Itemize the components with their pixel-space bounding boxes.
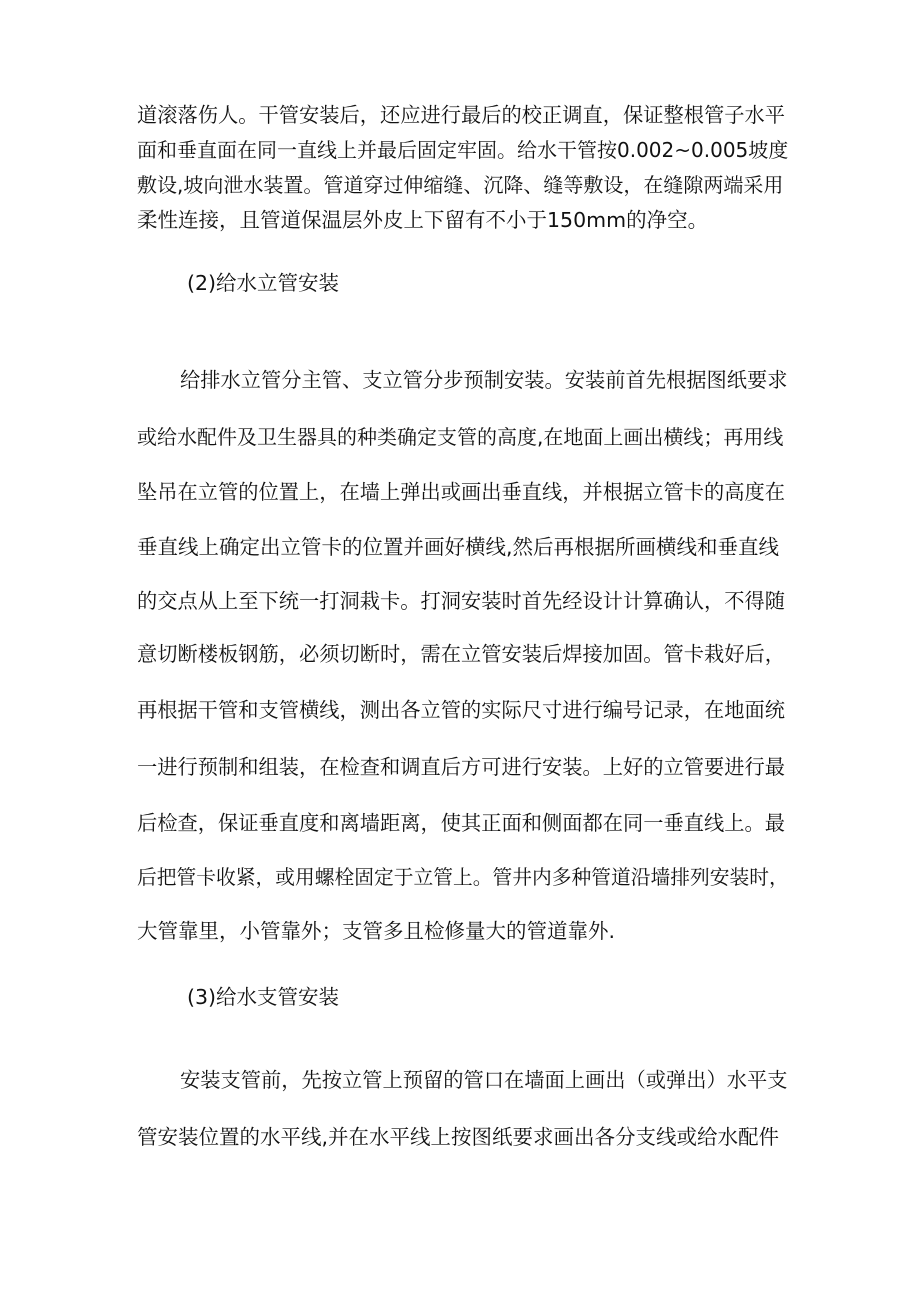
text-line: 垂直线上确定出立管卡的位置并画好横线,然后再根据所画横线和垂直线	[137, 535, 780, 559]
text-line: 安装支管前，先按立管上预留的管口在墙面上画出（或弹出）水平支	[180, 1068, 788, 1092]
section-heading: (3)给水支管安装	[187, 985, 340, 1009]
text-line: 管安装位置的水平线,并在水平线上按图纸要求画出各分支线或给水配件	[137, 1125, 780, 1149]
section-heading: (2)给水立管安装	[187, 271, 340, 295]
text-line: 再根据干管和支管横线，测出各立管的实际尺寸进行编号记录，在地面统	[137, 698, 786, 722]
text-line: 大管靠里，小管靠外；支管多且检修量大的管道靠外.	[137, 919, 616, 943]
text-line: 的交点从上至下统一打洞栽卡。打洞安装时首先经设计计算确认，不得随	[137, 589, 786, 613]
text-line: 敷设,坡向泄水装置。管道穿过伸缩缝、沉降、缝等敷设，在缝隙两端采用	[137, 173, 784, 197]
text-line: 后检查，保证垂直度和离墙距离，使其正面和侧面都在同一垂直线上。最	[137, 811, 786, 835]
text-line: 给排水立管分主管、支立管分步预制安装。安装前首先根据图纸要求	[180, 368, 788, 392]
text-line: 一进行预制和组装，在检查和调直后方可进行安装。上好的立管要进行最	[137, 755, 786, 779]
text-line: 或给水配件及卫生器具的种类确定支管的高度,在地面上画出横线；再用线	[137, 425, 784, 449]
text-line: 面和垂直面在同一直线上并最后固定牢固。给水干管按0.002~0.005坡度	[137, 138, 789, 162]
text-line: 柔性连接，且管道保温层外皮上下留有不小于150mm的净空。	[137, 208, 709, 232]
text-line: 道滚落伤人。干管安装后，还应进行最后的校正调直，保证整根管子水平	[137, 103, 786, 127]
text-line: 坠吊在立管的位置上，在墙上弹出或画出垂直线，并根据立管卡的高度在	[137, 480, 786, 504]
text-line: 意切断楼板钢筋，必须切断时，需在立管安装后焊接加固。管卡栽好后，	[137, 642, 786, 666]
text-line: 后把管卡收紧，或用螺栓固定于立管上。管井内多种管道沿墙排列安装时，	[137, 866, 789, 889]
